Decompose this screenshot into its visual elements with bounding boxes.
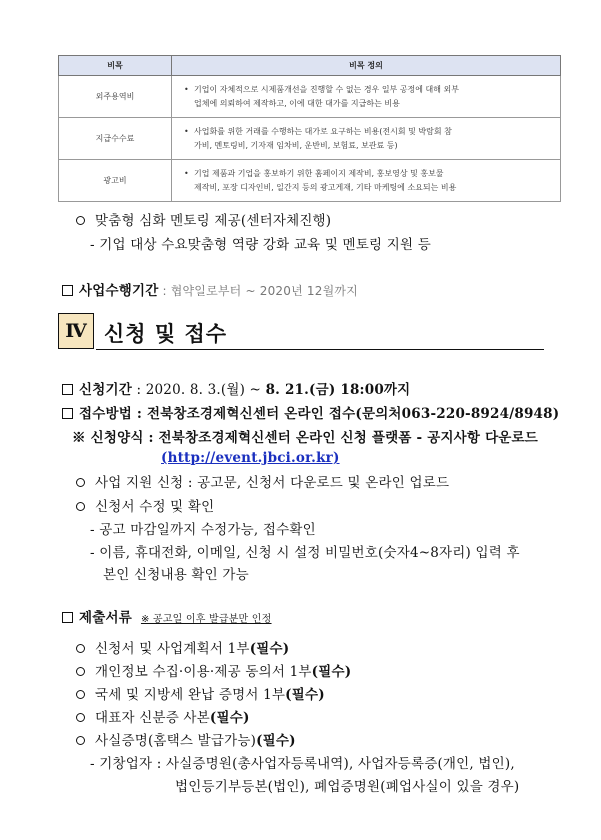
apply-method-label: 접수방법 <box>79 406 132 422</box>
apply-form-value: : 전북창조경제혁신센터 온라인 신청 플랫폼 - 공지사항 다운로드 <box>143 430 539 446</box>
circle-bullet-icon <box>76 502 85 511</box>
existing-founder-line-a: - 기창업자 : 사실증명원(총사업자등록내역), 사업자등록증(개인, 법인), <box>90 756 515 772</box>
apply-method-value: : 전북창조경제혁신센터 온라인 접수(문의처063-220-8924/8948) <box>131 406 560 422</box>
circle-bullet-icon <box>76 216 85 225</box>
edit-sub-2a: - 이름, 휴대전화, 이메일, 신청 시 설정 비밀번호(숫자4~8자리) 입력 후 <box>90 545 520 561</box>
bullet-icon: • <box>184 168 189 178</box>
table-row <box>59 118 561 160</box>
circle-bullet-icon <box>76 644 85 653</box>
doc-item-text: 사실증명(홈택스 발급가능) <box>95 733 257 749</box>
bullet-icon: • <box>184 126 189 136</box>
table-cell-definition <box>172 118 561 160</box>
apply-period-label: 신청기간 <box>79 382 132 398</box>
cost-table <box>58 55 561 202</box>
definition-line: 기업이 자체적으로 시제품개선을 진행할 수 없는 경우 일부 공정에 대해 외부 <box>194 84 459 94</box>
doc-item-required: (필수) <box>209 710 250 726</box>
period-line <box>62 279 358 299</box>
mentoring-sub: - 기업 대상 수요맞춤형 역량 강화 교육 및 멘토링 지원 등 <box>90 237 431 253</box>
edit-line <box>76 495 214 515</box>
docs-line <box>62 606 272 626</box>
apply-form-url-link[interactable]: (http://event.jbci.or.kr) <box>161 450 340 466</box>
doc-item <box>76 683 325 703</box>
table-row <box>59 76 561 118</box>
apply-form-label: ※ 신청양식 <box>72 430 144 446</box>
apply-period-value-a: : 2020. 8. 3.(월) ~ <box>131 382 266 398</box>
definition-line: 제작비, 포장 디자인비, 일간지 등의 광고게재, 기타 마케팅에 소요되는 비용 <box>194 182 457 192</box>
table-cell-item: 광고비 <box>59 160 172 202</box>
doc-item-required: (필수) <box>256 733 296 749</box>
section-divider <box>96 349 544 350</box>
doc-item-text: 신청서 및 사업계획서 1부 <box>95 641 250 657</box>
doc-item-text: 개인정보 수집·이용·제공 동의서 1부 <box>95 664 312 680</box>
docs-label: 제출서류 <box>79 610 132 626</box>
checkbox-square-icon <box>62 384 73 395</box>
circle-bullet-icon <box>76 667 85 676</box>
checkbox-square-icon <box>62 285 73 296</box>
existing-founder-line-b: 법인등기부등본(법인), 폐업증명원(폐업사실이 있을 경우) <box>175 779 520 795</box>
doc-item-required: (필수) <box>285 687 325 703</box>
table-cell-definition <box>172 160 561 202</box>
definition-line: 사업화를 위한 거래를 수행하는 대가로 요구하는 비용(전시회 및 박람회 참 <box>194 126 452 136</box>
circle-bullet-icon <box>76 736 85 745</box>
circle-bullet-icon <box>76 713 85 722</box>
circle-bullet-icon <box>76 690 85 699</box>
edit-text: 신청서 수정 및 확인 <box>95 499 215 515</box>
section-number-box: Ⅳ <box>58 313 94 349</box>
mentoring-line <box>76 209 331 229</box>
doc-item-required: (필수) <box>249 641 290 657</box>
period-value: : 협약일로부터 ~ 2020년 12월까지 <box>158 284 358 298</box>
circle-bullet-icon <box>76 478 85 487</box>
table-cell-definition <box>172 76 561 118</box>
edit-sub-2b: 본인 신청내용 확인 가능 <box>103 567 249 583</box>
checkbox-square-icon <box>62 408 73 419</box>
support-text: 사업 지원 신청 : 공고문, 신청서 다운로드 및 온라인 업로드 <box>95 475 450 491</box>
definition-line: 업체에 의뢰하여 제작하고, 이에 대한 대가를 지급하는 비용 <box>194 98 400 108</box>
doc-item-text: 국세 및 지방세 완납 증명서 1부 <box>95 687 286 703</box>
table-header-definition: 비목 정의 <box>172 56 561 76</box>
mentoring-title: 맞춤형 심화 멘토링 제공(센터자체진행) <box>95 213 332 229</box>
apply-period-line <box>62 378 410 398</box>
section-title: 신청 및 접수 <box>104 322 228 346</box>
support-line <box>76 471 449 491</box>
docs-note: ※ 공고일 이후 발급분만 인정 <box>140 614 272 625</box>
definition-line: 기업 제품과 기업을 홍보하기 위한 홈페이지 제작비, 홍보영상 및 홍보물 <box>194 168 444 178</box>
apply-method-line <box>62 402 559 422</box>
doc-item-required: (필수) <box>311 664 352 680</box>
apply-form-url-line <box>161 450 340 466</box>
table-cell-item: 지급수수료 <box>59 118 172 160</box>
apply-period-value-b: 8. 21.(금) 18:00까지 <box>265 382 411 398</box>
definition-line: 가비, 멘토링비, 기자재 임차비, 운반비, 보험료, 보관료 등) <box>194 140 398 150</box>
bullet-icon: • <box>184 84 189 94</box>
checkbox-square-icon <box>62 612 73 623</box>
doc-item <box>76 660 351 680</box>
table-header-item: 비목 <box>59 56 172 76</box>
doc-item <box>76 729 296 749</box>
period-label: 사업수행기간 <box>79 283 159 299</box>
doc-item <box>76 637 289 657</box>
edit-sub-1: - 공고 마감일까지 수정가능, 접수확인 <box>90 522 316 538</box>
table-header-row <box>59 56 561 76</box>
table-row <box>59 160 561 202</box>
doc-item <box>76 706 250 726</box>
table-cell-item: 외주용역비 <box>59 76 172 118</box>
doc-item-text: 대표자 신분증 사본 <box>95 710 210 726</box>
apply-form-line <box>72 426 538 446</box>
